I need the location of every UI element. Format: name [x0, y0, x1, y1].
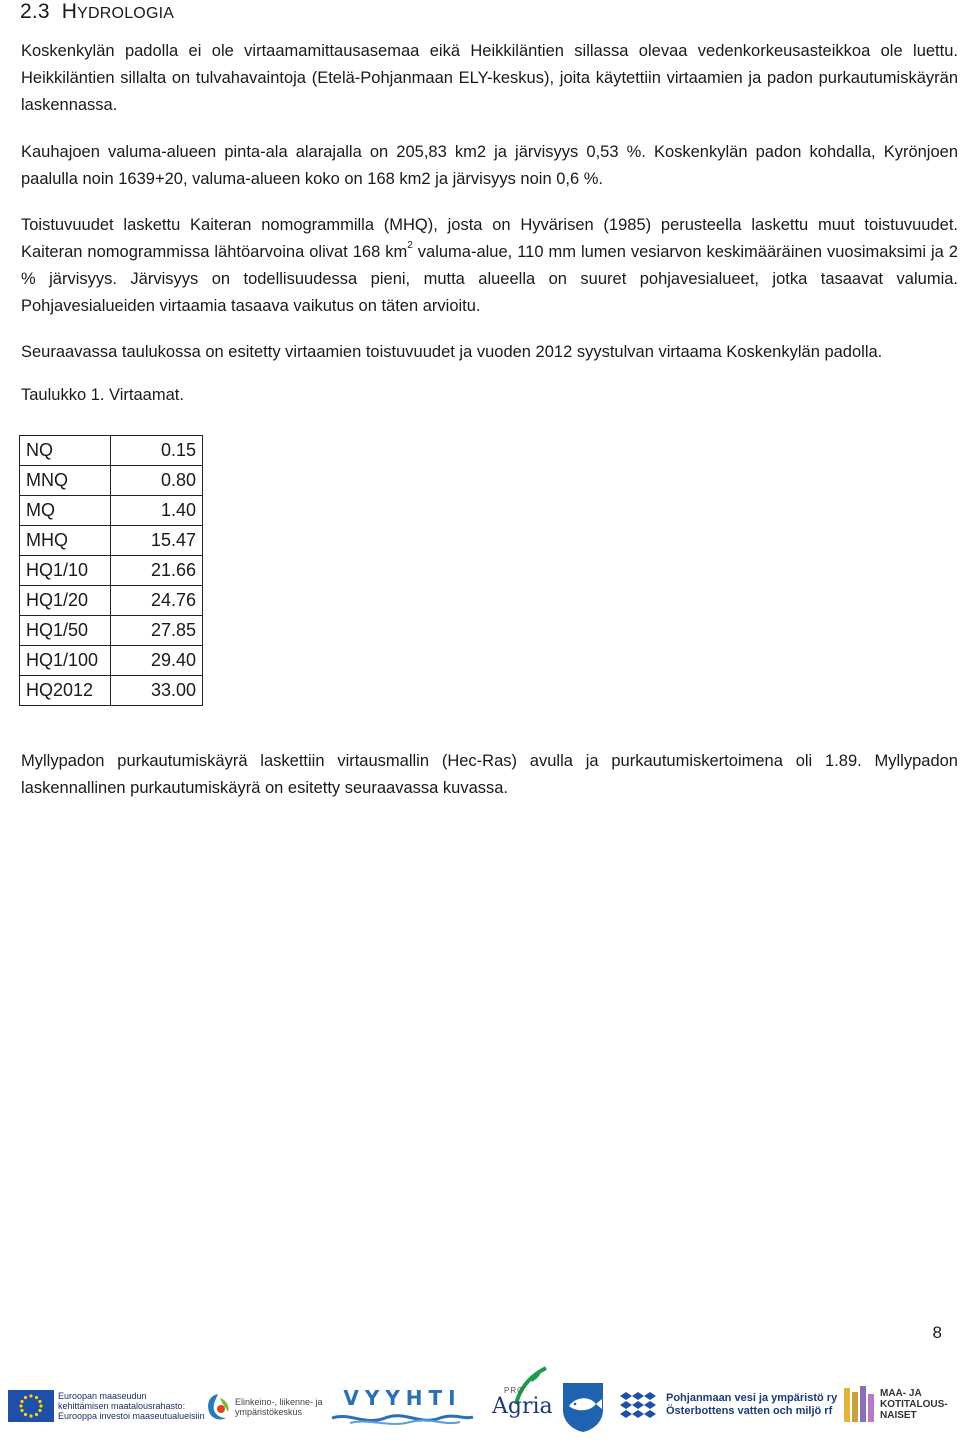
table-row	[20, 496, 203, 526]
flow-value: 29.40	[111, 646, 203, 676]
wave-icon	[330, 1410, 475, 1428]
wheat-icon	[842, 1384, 876, 1424]
flow-value: 33.00	[111, 676, 203, 706]
table-row	[20, 436, 203, 466]
flow-value: 0.15	[111, 436, 203, 466]
ely-logo-line: Elinkeino-, liikenne- ja	[235, 1397, 323, 1407]
flow-value: 21.66	[111, 556, 203, 586]
footer-logos	[0, 1362, 960, 1446]
maaja-logo-line: NAISET	[880, 1409, 917, 1421]
flow-value: 27.85	[111, 616, 203, 646]
proagria-pro-text: PRO	[504, 1386, 525, 1395]
flow-value: 0.80	[111, 466, 203, 496]
flow-label: MHQ	[20, 526, 111, 556]
table-caption: Taulukko 1. Virtaamat.	[21, 386, 184, 404]
flow-value: 1.40	[111, 496, 203, 526]
table-row	[20, 676, 203, 706]
ely-mark-icon	[204, 1392, 232, 1422]
section-title-rest: YDROLOGIA	[77, 5, 175, 22]
recurrence-text-after: valuma-alue, 110 mm lumen vesiarvon keskimääräinen vuosimaksimi ja 2 % järvisyys. Järvisyys on todellisuudessa pieni, mutta alueella on suuret pohjavesialueet, jotka tasaavat valumia. Pohjavesialueiden virtaamia tasaava vaikutus on täten arvioitu.	[21, 243, 958, 315]
flow-label: MQ	[20, 496, 111, 526]
maaja-logo-line: MAA- JA	[880, 1387, 922, 1399]
table-row	[20, 586, 203, 616]
section-number: 2.3	[20, 0, 50, 23]
table-row	[20, 556, 203, 586]
eu-flag-icon	[8, 1390, 54, 1422]
proagria-name-text: Agria	[492, 1394, 553, 1419]
paragraph-discharge-curve: Myllypadon purkautumiskäyrä laskettiin virtausmallin (Hec-Ras) avulla ja purkautumiskertoimena oli 1.89. Myllypadon laskennallinen purkautumiskäyrä on esitetty seuraavassa kuvassa.	[21, 752, 958, 797]
flow-label: MNQ	[20, 466, 111, 496]
fish-shield-icon	[560, 1380, 606, 1434]
paragraph-recurrence	[21, 212, 958, 320]
flow-label: HQ2012	[20, 676, 111, 706]
flow-table	[19, 435, 203, 706]
eu-logo-line: Eurooppa investoi maaseutualueisiin	[58, 1411, 205, 1421]
water-waves-icon	[618, 1392, 660, 1418]
vesi-logo-line: Pohjanmaan vesi ja ympäristö ry	[666, 1392, 838, 1404]
fish-crest-logo	[560, 1380, 606, 1434]
maaja-logo-line: KOTITALOUS-	[880, 1398, 948, 1410]
vesi-logo	[618, 1392, 837, 1418]
page-number: 8	[932, 1323, 942, 1342]
ely-logo-line: ympäristökeskus	[235, 1407, 303, 1417]
flow-label: NQ	[20, 436, 111, 466]
eu-logo	[8, 1390, 205, 1422]
flow-label: HQ1/100	[20, 646, 111, 676]
table-row	[20, 526, 203, 556]
section-title-initial: H	[61, 0, 78, 23]
table-row	[20, 616, 203, 646]
paragraph-gauging: Koskenkylän padolla ei ole virtaamamittausasemaa eikä Heikkiläntien sillassa olevaa vedenkorkeusasteikkoa ole luettu. Heikkiläntien sillalta on tulvahavaintoja (Etelä-Pohjanmaan ELY-keskus), joita käytettiin virtaamien ja padon purkautumiskäyrän laskennassa.	[21, 42, 958, 114]
vyyhti-logo-text: VYYHTI	[343, 1386, 462, 1410]
km2-superscript: 2	[407, 239, 413, 251]
ely-logo	[204, 1392, 323, 1422]
flow-label: HQ1/10	[20, 556, 111, 586]
paragraph-catchment: Kauhajoen valuma-alueen pinta-ala alarajalla on 205,83 km2 ja järvisyys 0,53 %. Koskenkylän padon kohdalla, Kyrönjoen paalulla noin 1639+20, valuma-alueen koko on 168 km2 ja järvisyys noin 0,6 %.	[21, 143, 958, 188]
flow-value: 15.47	[111, 526, 203, 556]
eu-logo-line: Euroopan maaseudun	[58, 1391, 147, 1401]
table-row	[20, 466, 203, 496]
flow-value: 24.76	[111, 586, 203, 616]
vyyhti-logo	[330, 1386, 475, 1428]
recurrence-text-before: Toistuvuudet laskettu Kaiteran nomogrammilla (MHQ), josta on Hyvärisen (1985) perusteella laskettu muut toistuvuudet. Kaiteran nomogrammissa lähtöarvoina olivat 168 km	[21, 216, 958, 261]
vesi-logo-line: Österbottens vatten och miljö rf	[666, 1405, 833, 1417]
paragraph-table-intro: Seuraavassa taulukossa on esitetty virtaamien toistuvuudet ja vuoden 2012 syystulvan virtaama Koskenkylän padolla.	[21, 343, 883, 361]
flow-label: HQ1/20	[20, 586, 111, 616]
proagria-logo	[490, 1366, 553, 1440]
flow-label: HQ1/50	[20, 616, 111, 646]
eu-logo-line: kehittämisen maatalousrahasto:	[58, 1401, 186, 1411]
section-heading	[20, 0, 174, 24]
maa-ja-kotitalousnaiset-logo	[842, 1384, 948, 1424]
table-row	[20, 646, 203, 676]
